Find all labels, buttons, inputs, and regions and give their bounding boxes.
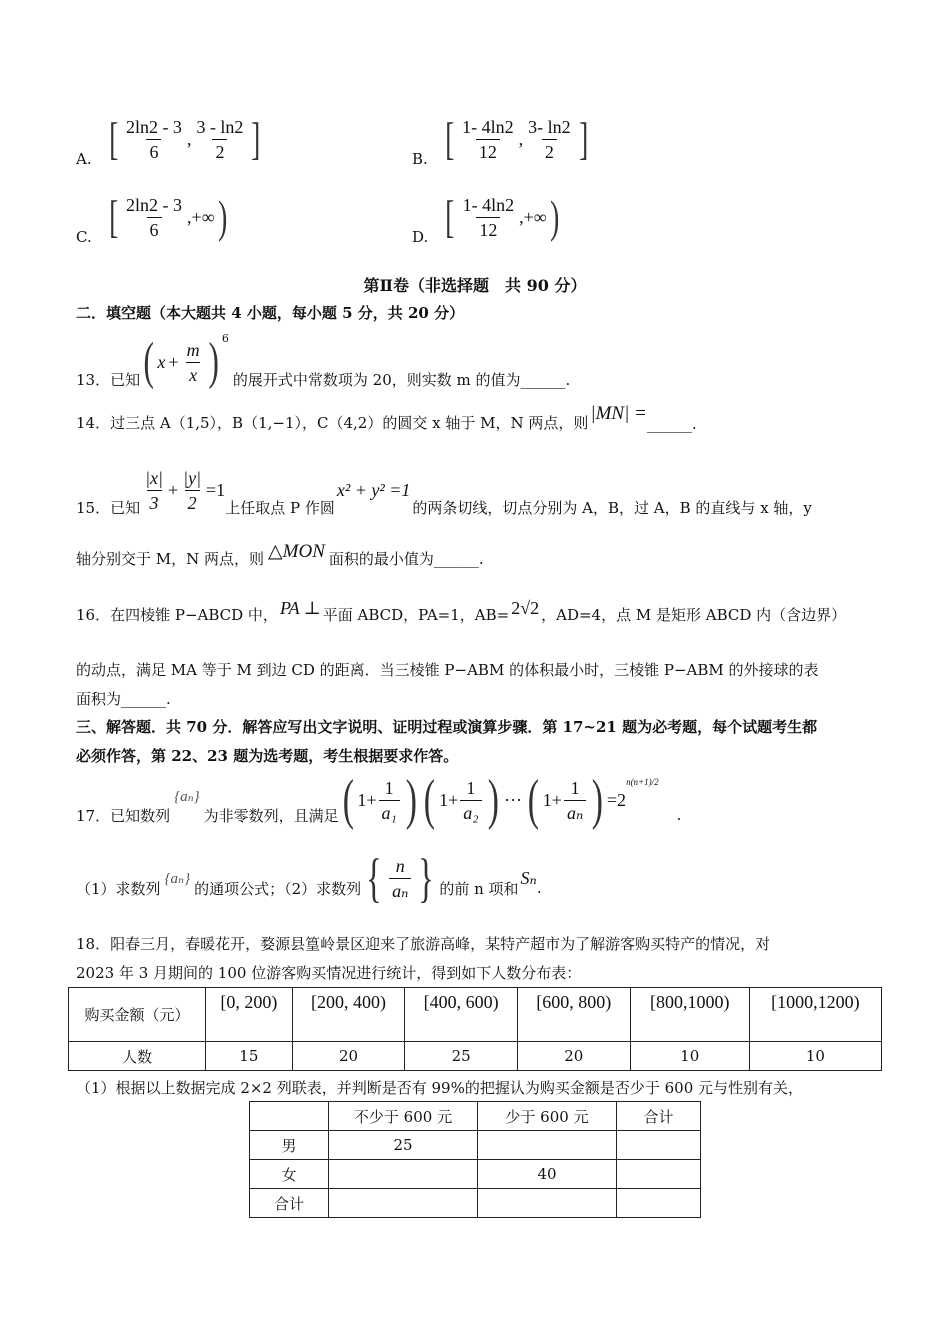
option-c-label: C.	[76, 228, 92, 246]
q15-triangle: △MON	[268, 541, 325, 562]
option-d	[412, 190, 562, 244]
option-c-tail: ,+∞	[187, 206, 215, 227]
question-16: 16．在四棱锥 P−ABCD 中， PA ⊥ 平面 ABCD，PA=1，AB= 2√2 ，AD=4，点 M 是矩形 ABCD 内（含边界）	[76, 598, 847, 624]
contingency-row-label: 合计	[250, 1189, 329, 1218]
contingency-cell	[617, 1131, 701, 1160]
q15-fraction-y: $\frac{|y|}{2}$	[183, 467, 202, 513]
option-a-fraction-1: $\frac{2\ln 2 - 3}{6}$	[125, 116, 182, 162]
option-a-fraction-2: $\frac{3 - \ln 2}{2}$	[196, 116, 244, 162]
interval-cell: [800,1000)	[630, 988, 749, 1042]
q17-sum-sn: Sₙ	[520, 867, 537, 888]
option-c-right-bracket: )	[217, 191, 227, 242]
contingency-cell	[478, 1131, 617, 1160]
section-2-title: 第Ⅱ卷（非选择题 共 90 分）	[363, 276, 587, 295]
option-b-left-bracket: [	[444, 113, 455, 164]
contingency-cell: 40	[478, 1160, 617, 1189]
contingency-cell	[478, 1189, 617, 1218]
option-a-left-bracket: [	[108, 113, 118, 164]
count-cell: 20	[517, 1042, 630, 1071]
q13-right-paren: )	[208, 333, 219, 390]
contingency-table	[249, 1101, 701, 1218]
option-a-label: A.	[76, 150, 92, 168]
count-cell: 10	[630, 1042, 749, 1071]
contingency-row-label: 男	[250, 1131, 329, 1160]
distribution-table	[68, 987, 882, 1071]
option-c	[76, 190, 230, 244]
q15-fraction-x: $\frac{|x|}{3}$	[145, 467, 163, 513]
question-17-subparts: （1）求数列 {aₙ} 的通项公式；（2）求数列 { $\frac{n}{\text{aₙ}}$ } 的前 n 项和 Sₙ .	[76, 848, 542, 908]
distribution-row-label-amount: 购买金额（元）	[69, 988, 206, 1042]
option-c-fraction: $\frac{2\ln 2 - 3}{6}$	[126, 194, 183, 240]
count-cell: 20	[292, 1042, 405, 1071]
contingency-row-label: 女	[250, 1160, 329, 1189]
q17-fraction-a2: $\frac{1}{\text{a₂}}$	[460, 776, 481, 825]
contingency-cell: 25	[329, 1131, 478, 1160]
q17-exponent: n(n+1)/2	[626, 777, 659, 787]
question-13: 13．已知 ( x + $\frac{m}{x}$ ) 6 的展开式中常数项为 20，则实数 m 的值为______.	[76, 331, 571, 390]
question-17: 17．已知数列 {aₙ} 为非零数列，且满足 ( 1+ $\frac{1}{\text{a₁}}$ ) ( 1+ $\frac{1}{\text{a₂}}$ ) ··· ( 1+ $\frac{1}{\text{aₙ}}$ ) =2 n(n+1)/2 .	[76, 769, 682, 831]
q15-circle-equation: x² + y² =1	[336, 479, 411, 500]
question-18-line-2: 2023 年 3 月期间的 100 位游客购买情况进行统计，得到如下人数分布表：	[76, 964, 582, 982]
contingency-cell	[617, 1189, 701, 1218]
question-15-line-2: 轴分别交于 M，N 两点，则 △MON 面积的最小值为______.	[76, 541, 484, 568]
contingency-cell	[329, 1160, 478, 1189]
option-a: A. [ $\frac{2\ln 2 - 3}{6}$ , $\frac{3 - \ln 2}{2}$ ]	[76, 113, 261, 168]
q13-exponent: 6	[221, 331, 229, 345]
contingency-cell	[329, 1189, 478, 1218]
option-d-label: D.	[412, 228, 429, 246]
question-14: 14．过三点 A（1,5），B（1,−1），C（4,2）的圆交 x 轴于 M，N 两点，则 |MN| = ______.	[76, 403, 697, 433]
distribution-row-label-count: 人数	[69, 1042, 206, 1071]
q13-fraction: $\frac{m}{x}$	[186, 339, 200, 385]
option-d-left-bracket: [	[445, 191, 455, 242]
option-d-tail: ,+∞	[519, 206, 547, 227]
question-16-line-3: 面积为______.	[76, 690, 171, 708]
part-3-heading-line-2: 必须作答，第 22、23 题为选考题，考生根据要求作答。	[76, 747, 459, 765]
part-2-heading: 二．填空题（本大题共 4 小题，每小题 5 分，共 20 分）	[76, 304, 465, 322]
q17-fraction-n-over-an: $\frac{n}{\text{aₙ}}$	[389, 854, 411, 903]
contingency-header	[250, 1102, 329, 1131]
q17-sequence-an: {aₙ}	[174, 788, 200, 805]
contingency-header: 少于 600 元	[478, 1102, 617, 1131]
q17-fraction-a1: $\frac{1}{\text{a₁}}$	[379, 776, 400, 825]
interval-cell: [1000,1200)	[749, 988, 881, 1042]
q17-fraction-an: $\frac{1}{\text{aₙ}}$	[564, 776, 586, 825]
question-15: 15．已知 $\frac{|x|}{3}$ + $\frac{|y|}{2}$ =1 上任取点 P 作圆 x² + y² =1 的两条切线，切点分别为 A，B，过 A，B 的直线与 x 轴，y	[76, 467, 812, 517]
question-16-line-2: 的动点，满足 MA 等于 M 到边 CD 的距离．当三棱锥 P−ABM 的体积最小时，三棱锥 P−ABM 的外接球的表	[76, 661, 819, 679]
count-cell: 10	[749, 1042, 881, 1071]
interval-cell: [400, 600)	[405, 988, 518, 1042]
count-cell: 25	[405, 1042, 518, 1071]
interval-cell: [0, 200)	[206, 988, 293, 1042]
option-b: B. [ $\frac{1- 4\ln 2}{12}$ , $\frac{3- \ln 2}{2}$ ]	[412, 113, 588, 168]
option-d-fraction: $\frac{1- 4\ln 2}{12}$	[462, 194, 515, 240]
option-b-label: B.	[412, 150, 428, 168]
option-b-right-bracket: ]	[578, 113, 588, 164]
contingency-header: 合计	[617, 1102, 701, 1131]
count-cell: 15	[206, 1042, 293, 1071]
question-18-line-1: 18．阳春三月，春暖花开，婺源县篁岭景区迎来了旅游高峰，某特产超市为了解游客购买特产的情况，对	[76, 935, 771, 953]
part-3-heading-line-1: 三、解答题．共 70 分．解答应写出文字说明、证明过程或演算步骤．第 17~21 题为必考题，每个试题考生都	[76, 718, 818, 736]
question-18-sub-1: （1）根据以上数据完成 2×2 列联表，并判断是否有 99%的把握认为购买金额是否少于 600 元与性别有关，	[76, 1079, 804, 1097]
option-a-right-bracket: ]	[251, 113, 261, 164]
q16-pa-perp: PA ⊥	[279, 598, 321, 618]
interval-cell: [600, 800)	[517, 988, 630, 1042]
q13-left-paren: (	[143, 333, 154, 390]
contingency-cell	[617, 1160, 701, 1189]
option-b-fraction-2: $\frac{3- \ln 2}{2}$	[528, 116, 571, 162]
option-b-fraction-1: $\frac{1- 4\ln 2}{12}$	[462, 116, 514, 162]
option-d-right-bracket: )	[549, 191, 559, 242]
option-c-left-bracket: [	[108, 191, 118, 242]
q16-root: 2√2	[511, 598, 540, 618]
contingency-header: 不少于 600 元	[329, 1102, 478, 1131]
q14-abs-mn: |MN| =	[590, 403, 647, 424]
interval-cell: [200, 400)	[292, 988, 405, 1042]
